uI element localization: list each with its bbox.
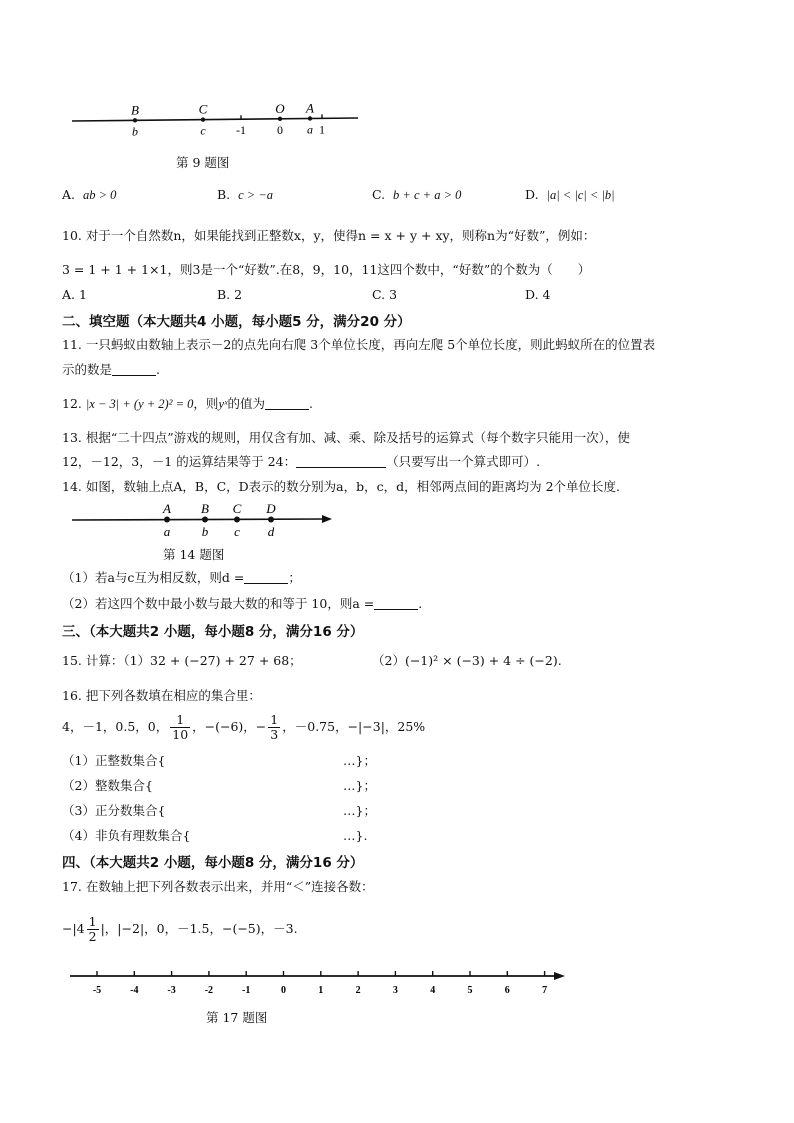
q9-option-d[interactable]: D. |a| < |c| < |b|	[525, 187, 615, 202]
fig14-point-d	[268, 517, 274, 523]
q16-set3[interactable]: （3）正分数集合{	[62, 803, 166, 818]
q16-set2[interactable]: （2）整数集合{	[62, 778, 153, 793]
fraction-one-third: $\frac{1}{3}$	[270, 712, 279, 742]
fig14-number-line	[60, 498, 340, 542]
fig14-caption: 第 14 题图	[163, 547, 225, 562]
q15-part2: （2）(−1)² × (−3) + 4 ÷ (−2).	[372, 653, 562, 668]
q14-sub1-blank[interactable]	[244, 571, 288, 584]
fig9-label-upper-3: O	[275, 100, 285, 116]
q12: 12. |x − 3| + (y + 2)² = 0，则yˣ的值为 .	[62, 396, 314, 411]
fig17-tick-label--4: -4	[130, 985, 139, 996]
fig14-label-lower-a: a	[163, 524, 171, 539]
fig9-number-line	[60, 100, 370, 142]
q11-answer-blank[interactable]	[112, 363, 156, 376]
fig14-point-a	[164, 517, 170, 523]
fig14-arrow	[322, 515, 332, 523]
q16-set3-end: …}；	[343, 803, 376, 818]
fig14-label-lower-c: c	[234, 524, 240, 539]
fig17-tick-label-3: 3	[392, 985, 398, 996]
fig17-tick-label-6: 6	[504, 985, 510, 996]
fig17-number-line	[60, 962, 570, 1002]
q14-sub2-blank[interactable]	[374, 597, 418, 610]
fraction-one-tenth: $\frac{1}{10}$	[172, 712, 189, 742]
q13-line1: 13. 根据“二十四点”游戏的规则，用仅含有加、减、乘、除及括号的运算式（每个数字只能用一次），使	[62, 430, 630, 445]
fig17-tick-label--2: -2	[204, 985, 214, 996]
fig17-tick-label-1: 1	[318, 985, 324, 996]
q10-line1: 10. 对于一个自然数n，如果能找到正整数x，y，使得n = x + y + xy，则称n为“好数”，例如：	[62, 228, 596, 243]
q16-set1[interactable]: （1）正整数集合{	[62, 753, 166, 768]
fig9-point-0	[278, 117, 282, 121]
section3-title: 三、（本大题共2 小题，每小题8 分，满分16 分）	[62, 624, 364, 640]
q16-set4[interactable]: （4）非负有理数集合{	[62, 828, 191, 843]
fig9-caption: 第 9 题图	[176, 155, 230, 170]
fig14-label-upper-A: A	[163, 501, 171, 516]
q11-line2: 示的数是 .	[62, 362, 160, 377]
q10-line2: 3 = 1 + 1 + 1×1，则3是一个“好数”.在8，9，10，11这四个数中，“好数”的个数为（ ）	[62, 262, 591, 277]
q11-line1: 11. 一只蚂蚁由数轴上表示－2的点先向右爬 3个单位长度，再向左爬 5个单位长度，则此蚂蚁所在的位置表	[62, 337, 656, 352]
q16-numbers: 4，－1，0.5，0， $\frac{1}{10}$ ，−(−6)，− $\frac{1}{3}$ ，－0.75，−|−3|，25%	[62, 712, 426, 742]
q17-line1: 17. 在数轴上把下列各数表示出来，并用“＜”连接各数：	[62, 879, 374, 894]
fig17-arrow	[554, 972, 565, 980]
fig9-label-upper-1: C	[198, 101, 208, 117]
fig17-tick-label--1: -1	[242, 985, 251, 996]
fig9-label-lower-0: b	[132, 124, 138, 139]
fig14-label-lower-d: d	[267, 524, 275, 539]
q16-set1-end: …}；	[343, 753, 376, 768]
fig9-label-lower-2: -1	[236, 123, 246, 138]
q17-numbers: −|4 $\frac{1}{2}$ |，|−2|，0，－1.5，−(−5)，－3.	[62, 914, 298, 944]
fig9-label-lower-1: c	[200, 123, 206, 138]
q10-option-d[interactable]: D. 4	[525, 287, 551, 302]
fig14-label-lower-b: b	[201, 524, 209, 539]
fig17-tick-label-0: 0	[281, 985, 286, 996]
section2-title: 二、填空题（本大题共4 小题，每小题5 分，满分20 分）	[62, 314, 411, 330]
q10-option-b[interactable]: B. 2	[217, 287, 243, 302]
q10-option-c[interactable]: C. 3	[372, 287, 398, 302]
fig17-tick-label--5: -5	[92, 985, 102, 996]
q10-option-a[interactable]: A. 1	[62, 287, 87, 302]
q14-sub2: （2）若这四个数中最小数与最大数的和等于 10，则a = .	[62, 596, 423, 611]
q13-answer-blank[interactable]	[296, 455, 386, 468]
fig14-label-upper-C: C	[232, 501, 242, 516]
q9-option-c[interactable]: C. b + c + a > 0	[372, 187, 462, 202]
q16-set2-end: …}；	[343, 778, 376, 793]
mixed-fraction-half: $\frac{1}{2}$	[88, 914, 97, 944]
fig14-label-upper-B: B	[201, 501, 209, 516]
q13-line2: 12，－12，3，－1 的运算结果等于 24： （只要写出一个算式即可）.	[62, 454, 541, 469]
fig9-point-c	[201, 117, 205, 121]
fig9-axis	[72, 118, 358, 121]
q16-line1: 16. 把下列各数填在相应的集合里：	[62, 688, 261, 703]
section4-title: 四、（本大题共2 小题，每小题8 分，满分16 分）	[62, 855, 364, 871]
fig9-point-b	[133, 118, 137, 122]
fig9-label-lower-4: a	[307, 122, 313, 137]
fig17-tick-label-5: 5	[467, 985, 473, 996]
fig17-tick-label-2: 2	[355, 985, 361, 996]
fig17-tick-label-4: 4	[430, 985, 436, 996]
q16-set4-end: …}.	[343, 828, 368, 843]
fig14-label-upper-D: D	[266, 501, 276, 516]
q9-option-b[interactable]: B. c > −a	[217, 187, 274, 202]
fig9-point-a	[308, 116, 312, 120]
fig9-label-upper-4: A	[306, 100, 314, 116]
q12-answer-blank[interactable]	[265, 397, 309, 410]
fig14-point-b	[202, 517, 208, 523]
q14-sub1: （1）若a与c互为相反数，则d = ；	[62, 570, 301, 585]
fig9-label-upper-0: B	[131, 102, 139, 118]
fig9-label-lower-5: 1	[319, 122, 325, 137]
fig14-point-c	[234, 517, 240, 523]
fig14-axis	[72, 519, 324, 520]
fig17-tick-label-7: 7	[542, 985, 548, 996]
fig17-caption: 第 17 题图	[206, 1010, 268, 1025]
q15-part1: 15. 计算：（1）32 + (−27) + 27 + 68；	[62, 653, 302, 668]
q9-option-a[interactable]: A. ab > 0	[62, 187, 117, 202]
q14-line1: 14. 如图，数轴上点A，B，C，D表示的数分别为a，b，c，d，相邻两点间的距离均为 2个单位长度.	[62, 479, 621, 494]
fig17-tick-label--3: -3	[167, 985, 176, 996]
fig9-label-lower-3: 0	[277, 122, 283, 137]
